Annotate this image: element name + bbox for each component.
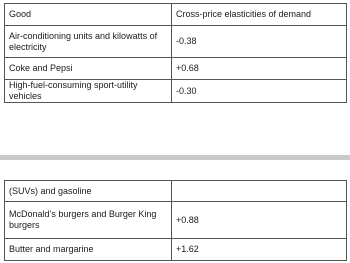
- header-elasticity: Cross-price elasticities of demand: [172, 4, 347, 26]
- cell-good: McDonald’s burgers and Burger King burgers: [5, 202, 172, 239]
- table-row: [5, 181, 347, 202]
- table-header-row: [5, 4, 347, 26]
- header-good: Good: [5, 4, 172, 26]
- cell-good: High-fuel-consuming sport-utility vehicles: [5, 80, 172, 103]
- table-row: [5, 202, 347, 239]
- table-row: [5, 239, 347, 261]
- table-row: [5, 80, 347, 103]
- cell-elasticity: [172, 181, 347, 202]
- cell-good: Butter and margarine: [5, 239, 172, 261]
- cell-elasticity: +1.62: [172, 239, 347, 261]
- cell-elasticity: +0.68: [172, 58, 347, 80]
- table-row: [5, 26, 347, 58]
- cell-elasticity: -0.30: [172, 80, 347, 103]
- elasticity-table-bottom: [4, 180, 347, 261]
- cell-good: (SUVs) and gasoline: [5, 181, 172, 202]
- cell-elasticity: +0.88: [172, 202, 347, 239]
- cell-good: Coke and Pepsi: [5, 58, 172, 80]
- page-break-divider: [0, 155, 350, 160]
- elasticity-table-top: [4, 3, 347, 103]
- cell-elasticity: -0.38: [172, 26, 347, 58]
- table-row: [5, 58, 347, 80]
- cell-good: Air-conditioning units and kilowatts of electricity: [5, 26, 172, 58]
